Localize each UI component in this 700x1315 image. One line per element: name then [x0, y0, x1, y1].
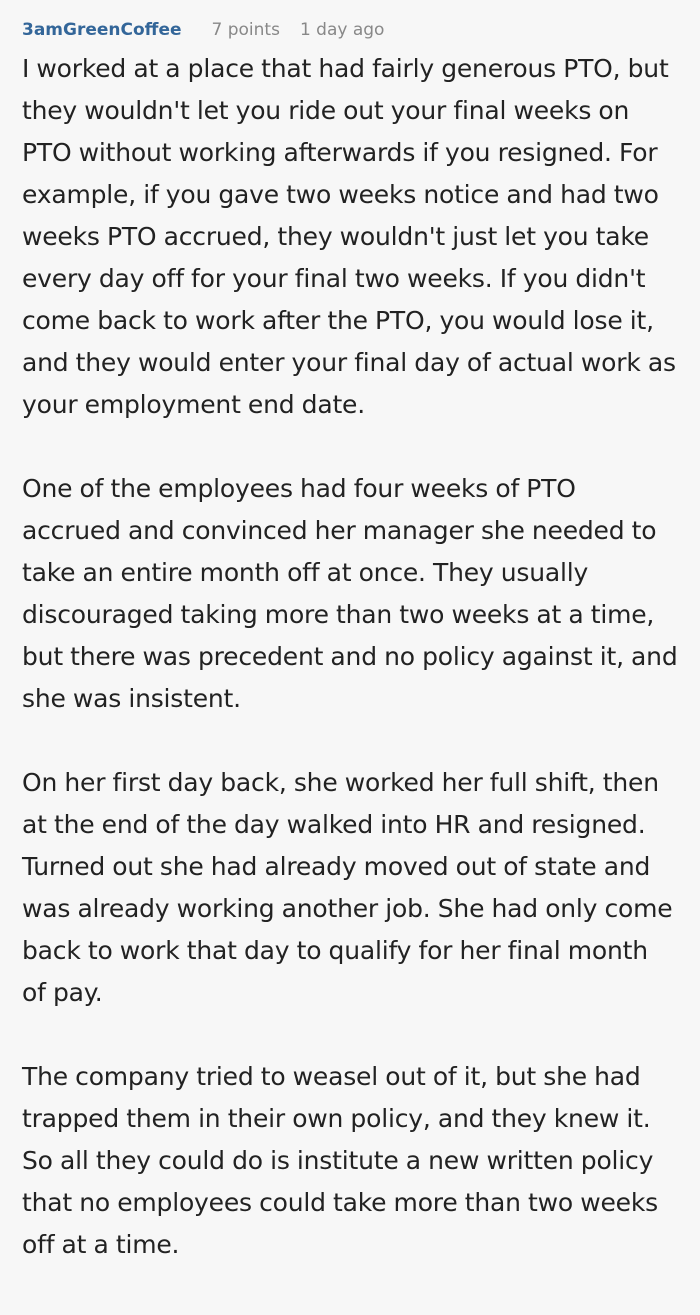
- comment-points: 7 points: [211, 20, 280, 40]
- comment-body: [22, 48, 678, 1266]
- comment-paragraph: One of the employees had four weeks of PTO accrued and convinced her manager she needed to take an entire month off at once. They usually discouraged taking more than two weeks at a time, but there was precedent and no policy against it, and she was insistent.: [22, 474, 678, 713]
- comment-username-link[interactable]: 3amGreenCoffee: [22, 20, 182, 40]
- comment-meta: [22, 15, 678, 45]
- comment-paragraph: The company tried to weasel out of it, but she had trapped them in their own policy, and they knew it. So all they could do is institute a new written policy that no employees could take more than two weeks off at a time.: [22, 1062, 658, 1259]
- comment-timestamp: 1 day ago: [299, 20, 385, 40]
- comment-paragraph: I worked at a place that had fairly generous PTO, but they wouldn't let you ride out your final weeks on PTO without working afterwards if you resigned. For example, if you gave two weeks notice and had two weeks PTO accrued, they wouldn't just let you take every day off for your final two weeks. If you didn't come back to work after the PTO, you would lose it, and they would enter your final day of actual work as your employment end date.: [22, 54, 676, 419]
- comment-paragraph: On her first day back, she worked her full shift, then at the end of the day walked into HR and resigned. Turned out she had already moved out of state and was already working another job. She had only come back to work that day to qualify for her final month of pay.: [22, 768, 673, 1007]
